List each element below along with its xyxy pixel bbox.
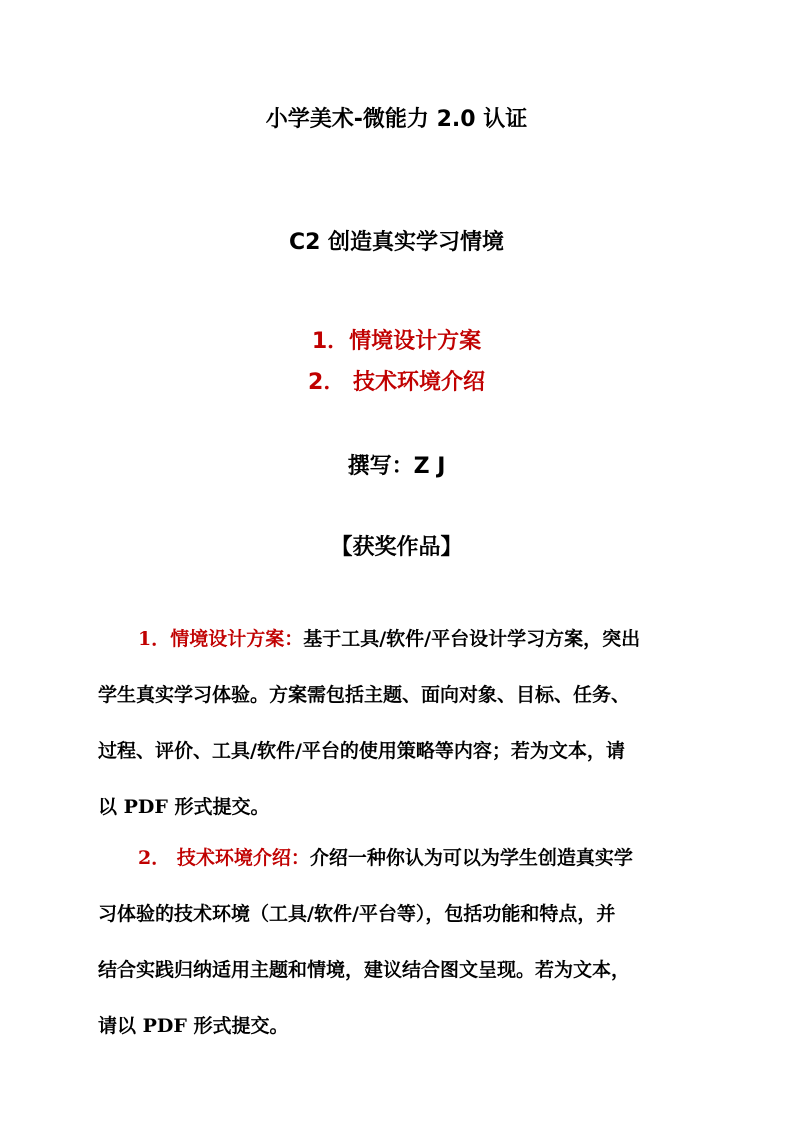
paragraph-line: 习体验的技术环境（工具/软件/平台等），包括功能和特点，并: [98, 903, 616, 925]
paragraph-line: 学生真实学习体验。方案需包括主题、面向对象、目标、任务、: [98, 684, 631, 706]
author-line: 撰写：Z J: [347, 454, 446, 479]
module-title: C2 创造真实学习情境: [288, 230, 505, 255]
paragraph-line: [98, 843, 708, 899]
paragraph-line: [98, 624, 708, 680]
paragraph-design-plan: [98, 624, 708, 848]
paragraph-text: 介绍一种你认为可以为学生创造真实学: [309, 847, 633, 869]
paragraph-lead: 1．情境设计方案：: [138, 628, 304, 650]
paragraph-lead: 2． 技术环境介绍：: [138, 847, 310, 869]
paragraph-line: 过程、评价、工具/软件/平台的使用策略等内容；若为文本，请: [98, 740, 625, 762]
paragraph-text: 基于工具/软件/平台设计学习方案，突出: [303, 628, 641, 650]
paragraph-line: 请以 PDF 形式提交。: [98, 1015, 289, 1037]
paragraph-line: 以 PDF 形式提交。: [98, 796, 270, 818]
part-item-design-plan: 1．情境设计方案: [311, 329, 482, 354]
part-item-tech-environment: 2． 技术环境介绍: [308, 370, 485, 395]
paragraph-tech-environment: [98, 843, 708, 1067]
award-label: 【获奖作品】: [330, 535, 463, 560]
document-title: 小学美术-微能力 2.0 认证: [265, 107, 528, 132]
paragraph-line: 结合实践归纳适用主题和情境，建议结合图文呈现。若为文本，: [98, 959, 631, 981]
